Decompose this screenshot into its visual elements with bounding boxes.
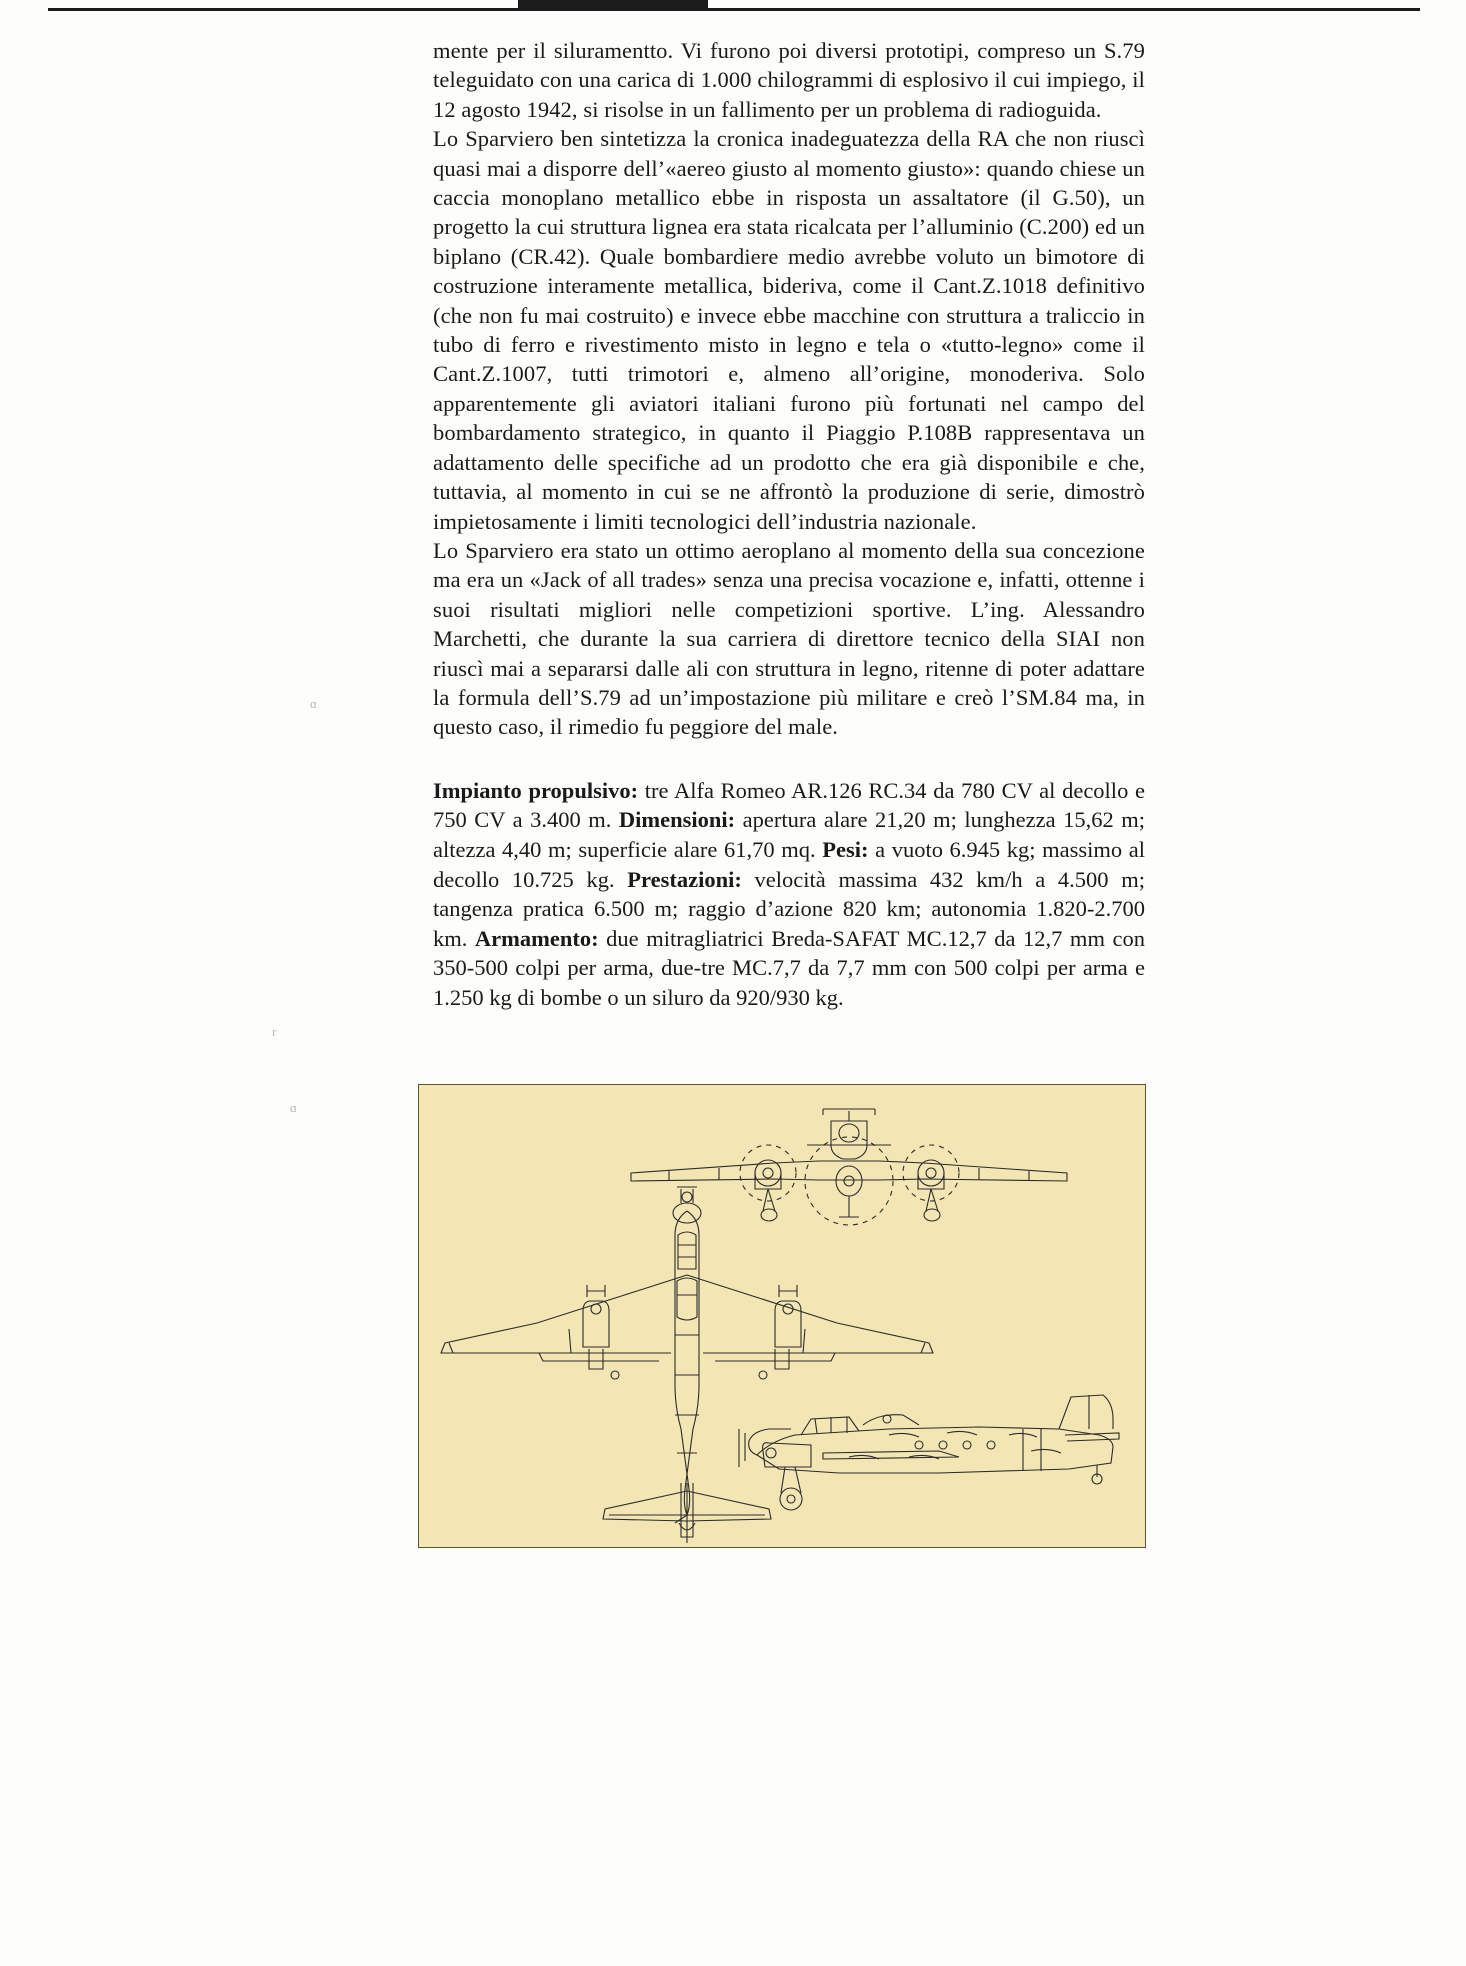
paragraph-1: mente per il siluramentto. Vi furono poi diversi prototipi, compreso un S.79 teleguidato con una carica di 1.000 chilogrammi di esplosivo il cui impiego, il 12 agosto 1942, si risolse in un fallimento per un problema di radioguida. [433, 38, 1145, 122]
body-text-column [433, 36, 1145, 1035]
spec-text-prestazioni: velocità massima 432 km/h a 4.500 m; tangenza pratica 6.500 m; raggio d’azione 820 km; autonomia 1.820-2.700 km. [433, 866, 1145, 951]
technical-specifications [433, 776, 1145, 1013]
plan-view-group [441, 1187, 933, 1543]
spec-label-propulsione: Impianto propulsivo: [433, 777, 639, 803]
spec-text-pesi: a vuoto 6.945 kg; massimo al decollo 10.725 kg. [433, 836, 1145, 892]
scan-speck-lower: r [272, 1024, 277, 1039]
scan-speck-bottom: ɑ [290, 1100, 297, 1115]
spec-text-dimensioni: apertura alare 21,20 m; lunghezza 15,62 m; altezza 4,40 m; superficie alare 61,70 mq. [433, 807, 1145, 862]
side-view-group [739, 1395, 1119, 1510]
spec-text-propulsione: tre Alfa Romeo AR.126 RC.34 da 780 CV al decollo e 750 CV a 3.400 m. [433, 777, 1145, 833]
header-rule-left [48, 8, 518, 11]
spec-label-prestazioni: Prestazioni: [627, 866, 742, 892]
aircraft-three-view-figure [418, 1084, 1146, 1548]
spec-label-dimensioni: Dimensioni: [618, 807, 736, 833]
front-view-group [631, 1109, 1067, 1225]
header-rule-center-block [518, 0, 708, 11]
spec-label-armamento: Armamento: [474, 925, 599, 951]
header-rule-right [708, 8, 1420, 11]
paragraph-3: Lo Sparviero era stato un ottimo aeroplano al momento della sua concezione ma era un «Jack of all trades» senza una precisa vocazione e, infatti, ottenne i suoi risultati migliori nelle competizioni sportive. L’ing. Alessandro Marchetti, che durante la sua carriera di direttore tecnico della SIAI non riuscì mai a separarsi dalle ali con struttura in legno, ritenne di poter adattare la formula dell’S.79 ad un’impostazione più militare e creò l’SM.84 ma, in questo caso, il rimedio fu peggiore del male. [433, 537, 1145, 740]
scan-speck-middle: ɑ [310, 696, 317, 711]
three-view-drawing-svg [419, 1085, 1145, 1547]
spec-label-pesi: Pesi: [822, 836, 869, 862]
spec-text-armamento: due mitragliatrici Breda-SAFAT MC.12,7 da 12,7 mm con 350-500 colpi per arma, due-tre MC.7,7 da 7,7 mm con 500 colpi per arma e 1.250 kg di bombe o un siluro da 920/930 kg. [433, 925, 1145, 1010]
paragraph-2: Lo Sparviero ben sintetizza la cronica inadeguatezza della RA che non riuscì quasi mai a disporre dell’«aereo giusto al momento giusto»: quando chiese un caccia monoplano metallico ebbe in risposta un assaltatore (il G.50), un progetto la cui struttura lignea era stata ricalcata per l’alluminio (C.200) ed un biplano (CR.42). Quale bombardiere medio avrebbe voluto un bimotore di costruzione interamente metallica, bideriva, come il Cant.Z.1018 definitivo (che non fu mai costruito) e invece ebbe macchine con struttura a traliccio in tubo di ferro e rivestimento misto in legno e tela o «tutto-legno» come il Cant.Z.1007, tutti trimotori e, almeno all’origine, monoderiva. Solo apparentemente gli aviatori italiani furono più fortunati nel campo del bombardamento strategico, in quanto il Piaggio P.108B rappresentava un adattamento delle specifiche ad un prodotto che era già disponibile e che, tuttavia, al momento in cui se ne affrontò la produzione di serie, dimostrò impietosamente i limiti tecnologici dell’industria nazionale. [433, 126, 1145, 534]
